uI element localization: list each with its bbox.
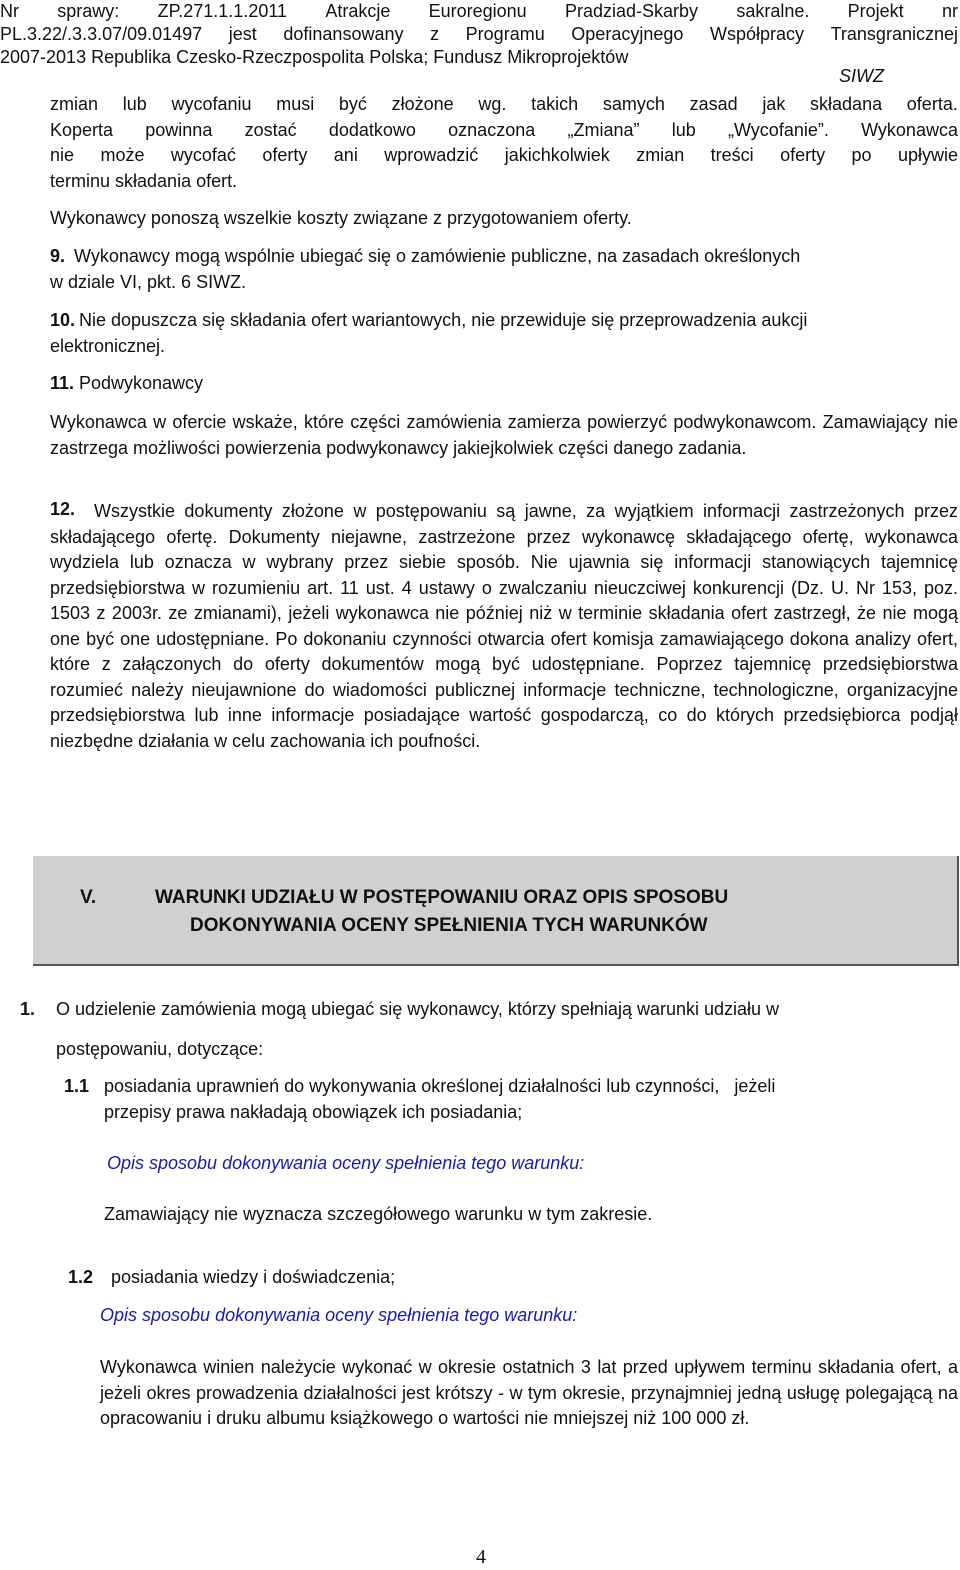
paragraph-word: lub xyxy=(122,94,147,114)
paragraph-word: dodatkowo xyxy=(328,119,416,140)
paragraph-word: oferty xyxy=(262,145,308,165)
paragraph-word: treści xyxy=(710,145,754,165)
item-11-body: Wykonawca w ofercie wskaże, które części zamówienia zamierza powierzyć podwykonawcom. Zamawiający nie zastrzega możliwości powierzenia podwykonawcy jakiejkolwiek części danego zadania. xyxy=(50,412,958,458)
header-word: Projekt xyxy=(847,1,904,21)
header-line-1 xyxy=(0,0,958,23)
paragraph-word: ani xyxy=(333,145,358,165)
item-10-line-2: elektronicznej. xyxy=(50,336,166,356)
paragraph-word: musi xyxy=(276,94,315,114)
paragraph-word: zasad xyxy=(689,94,738,114)
paragraph-word: takich xyxy=(531,94,579,114)
paragraph-word: oferta. xyxy=(906,94,958,114)
header-word: Operacyjnego xyxy=(571,24,684,44)
header-word: z xyxy=(430,24,440,44)
paragraph-word: wycofaniu xyxy=(171,94,252,114)
paragraph-word: wprowadzić xyxy=(384,145,479,165)
withdrawal-paragraph xyxy=(50,92,958,194)
header-word: Transgranicznej xyxy=(830,24,958,44)
paragraph-word: zmian xyxy=(50,94,99,114)
item-11-title: Podwykonawcy xyxy=(79,373,204,393)
condition-1-1-assessment-label: Opis sposobu dokonywania oceny spełnienia tego warunku: xyxy=(107,1153,585,1173)
item-12-number: 12. xyxy=(50,499,76,519)
condition-1-line-1: O udzielenie zamówienia mogą ubiegać się wykonawcy, którzy spełniają warunki udziału w xyxy=(56,999,780,1019)
siwz-label: SIWZ xyxy=(839,66,884,86)
paragraph-word: złożone xyxy=(391,94,454,114)
paragraph-word: zmian xyxy=(636,145,685,165)
header-line-3-text: 2007-2013 Republika Czesko-Rzeczpospolita Polska; Fundusz Mikroprojektów xyxy=(0,47,629,67)
header-word: Nr xyxy=(0,1,19,21)
condition-1-2-assessment-label: Opis sposobu dokonywania oceny spełnienia tego warunku: xyxy=(100,1305,578,1325)
header-line-2 xyxy=(0,23,958,46)
section-number: V. xyxy=(80,887,97,908)
header-word: Euroregionu xyxy=(428,1,527,21)
paragraph-line xyxy=(50,143,958,169)
condition-1-1-assessment-text: Zamawiający nie wyznacza szczegółowego warunku w tym zakresie. xyxy=(104,1204,653,1224)
page-number: 4 xyxy=(476,1546,486,1568)
item-10-line-1: Nie dopuszcza się składania ofert wariantowych, nie przewiduje się przeprowadzenia aukcji xyxy=(79,310,808,330)
condition-1-1-line-2: przepisy prawa nakładają obowiązek ich posiadania; xyxy=(104,1102,523,1122)
costs-paragraph: Wykonawcy ponoszą wszelkie koszty związane z przygotowaniem oferty. xyxy=(50,208,632,228)
header-word: PL.3.22/.3.3.07/09.01497 xyxy=(0,24,203,44)
paragraph-word: „Wycofanie”. xyxy=(727,119,829,140)
paragraph-word: zostać xyxy=(244,119,297,140)
header-word: Współpracy xyxy=(709,24,804,44)
paragraph-word: jak xyxy=(762,94,786,114)
header-word: Atrakcje xyxy=(325,1,391,21)
item-9-line-1: Wykonawcy mogą wspólnie ubiegać się o zamówienie publiczne, na zasadach określonych xyxy=(74,246,801,266)
paragraph-line: terminu składania ofert. xyxy=(50,170,238,191)
section-title-line-1: WARUNKI UDZIAŁU W POSTĘPOWANIU ORAZ OPIS SPOSOBU xyxy=(155,887,729,908)
paragraph-word: upływie xyxy=(897,145,958,165)
paragraph-word: wg. xyxy=(478,94,507,114)
header-line-3 xyxy=(0,46,958,69)
paragraph-line xyxy=(50,118,958,144)
header-word: ZP.271.1.1.2011 xyxy=(157,1,288,21)
header-word: dofinansowany xyxy=(283,24,404,44)
paragraph-word: może xyxy=(100,145,145,165)
header-word: Programu xyxy=(465,24,545,44)
header-word: sprawy: xyxy=(57,1,120,21)
section-title-line-2: DOKONYWANIA OCENY SPEŁNIENIA TYCH WARUNKÓW xyxy=(190,915,708,936)
paragraph-word: po xyxy=(851,145,872,165)
paragraph-word: powinna xyxy=(145,119,213,140)
page-header xyxy=(0,0,958,69)
condition-1-1-line-1: posiadania uprawnień do wykonywania określonej działalności lub czynności, jeżeli xyxy=(104,1076,776,1096)
header-word: sakralne. xyxy=(736,1,810,21)
paragraph-word: oznaczona xyxy=(448,119,536,140)
paragraph-word: składana xyxy=(810,94,883,114)
item-12-body: Wszystkie dokumenty złożone w postępowaniu są jawne, za wyjątkiem informacji zastrzeżonych przez składającego ofertę. Dokumenty niejawne, zastrzeżone przez wykonawcę składającego ofertę, wykonawca wydziela lub oznacza w wybrany przez siebie sposób. Nie ujawnia się informacji stanowiących tajemnicę przedsiębiorstwa w rozumieniu art. 11 ust. 4 ustawy o zwalczaniu nieuczciwej konkurencji (Dz. U. Nr 153, poz. 1503 z 2003r. ze zmianami), jeżeli wykonawca nie później niż w terminie składania ofert zastrzegł, że nie mogą one być one udostępniane. Po dokonaniu czynności otwarcia ofert komisja zamawiającego dokona analizy ofert, które z załączonych do oferty dokumentów mogą być udostępniane. Poprzez tajemnicę przedsiębiorstwa rozumieć należy nieujawnione do wiadomości publicznej informacje techniczne, technologiczne, organizacyjne przedsiębiorstwa lub inne informacje posiadające wartość gospodarczą, co do których przedsiębiorca podjął niezbędne działania w celu zachowania ich poufności. xyxy=(50,501,958,751)
header-word: nr xyxy=(941,1,958,21)
header-word: Pradziad-Skarby xyxy=(564,1,699,21)
item-9-line-2: w dziale VI, pkt. 6 SIWZ. xyxy=(50,272,247,292)
condition-1-2-number: 1.2 xyxy=(68,1267,94,1287)
paragraph-word: być xyxy=(338,94,367,114)
paragraph-word: Wykonawca xyxy=(861,119,958,140)
item-11-number: 11. xyxy=(50,373,75,393)
paragraph-word: jakichkolwiek xyxy=(504,145,610,165)
paragraph-word: Koperta xyxy=(50,119,114,140)
paragraph-word: lub xyxy=(671,119,696,140)
condition-1-2-line-1: posiadania wiedzy i doświadczenia; xyxy=(111,1267,396,1287)
paragraph-word: oferty xyxy=(780,145,826,165)
condition-1-line-2: postępowaniu, dotyczące: xyxy=(56,1039,264,1059)
condition-1-2-assessment-text: Wykonawca winien należycie wykonać w okresie ostatnich 3 lat przed upływem terminu składania ofert, a jeżeli okres prowadzenia działalności jest krótszy - w tym okresie, przynajmniej jedną usługę polegającą na opracowaniu i druku albumu książkowego o wartości nie mniejszej niż 100 000 zł. xyxy=(100,1357,958,1428)
paragraph-word: „Zmiana” xyxy=(567,119,640,140)
item-10-number: 10. xyxy=(50,310,76,330)
paragraph-line xyxy=(50,92,958,118)
paragraph-word: samych xyxy=(602,94,665,114)
item-9-number: 9. xyxy=(50,246,66,266)
paragraph-word: nie xyxy=(50,145,75,165)
header-word: jest xyxy=(228,24,257,44)
condition-1-number: 1. xyxy=(20,999,36,1019)
paragraph-word: wycofać xyxy=(170,145,236,165)
condition-1-1-number: 1.1 xyxy=(64,1076,90,1096)
